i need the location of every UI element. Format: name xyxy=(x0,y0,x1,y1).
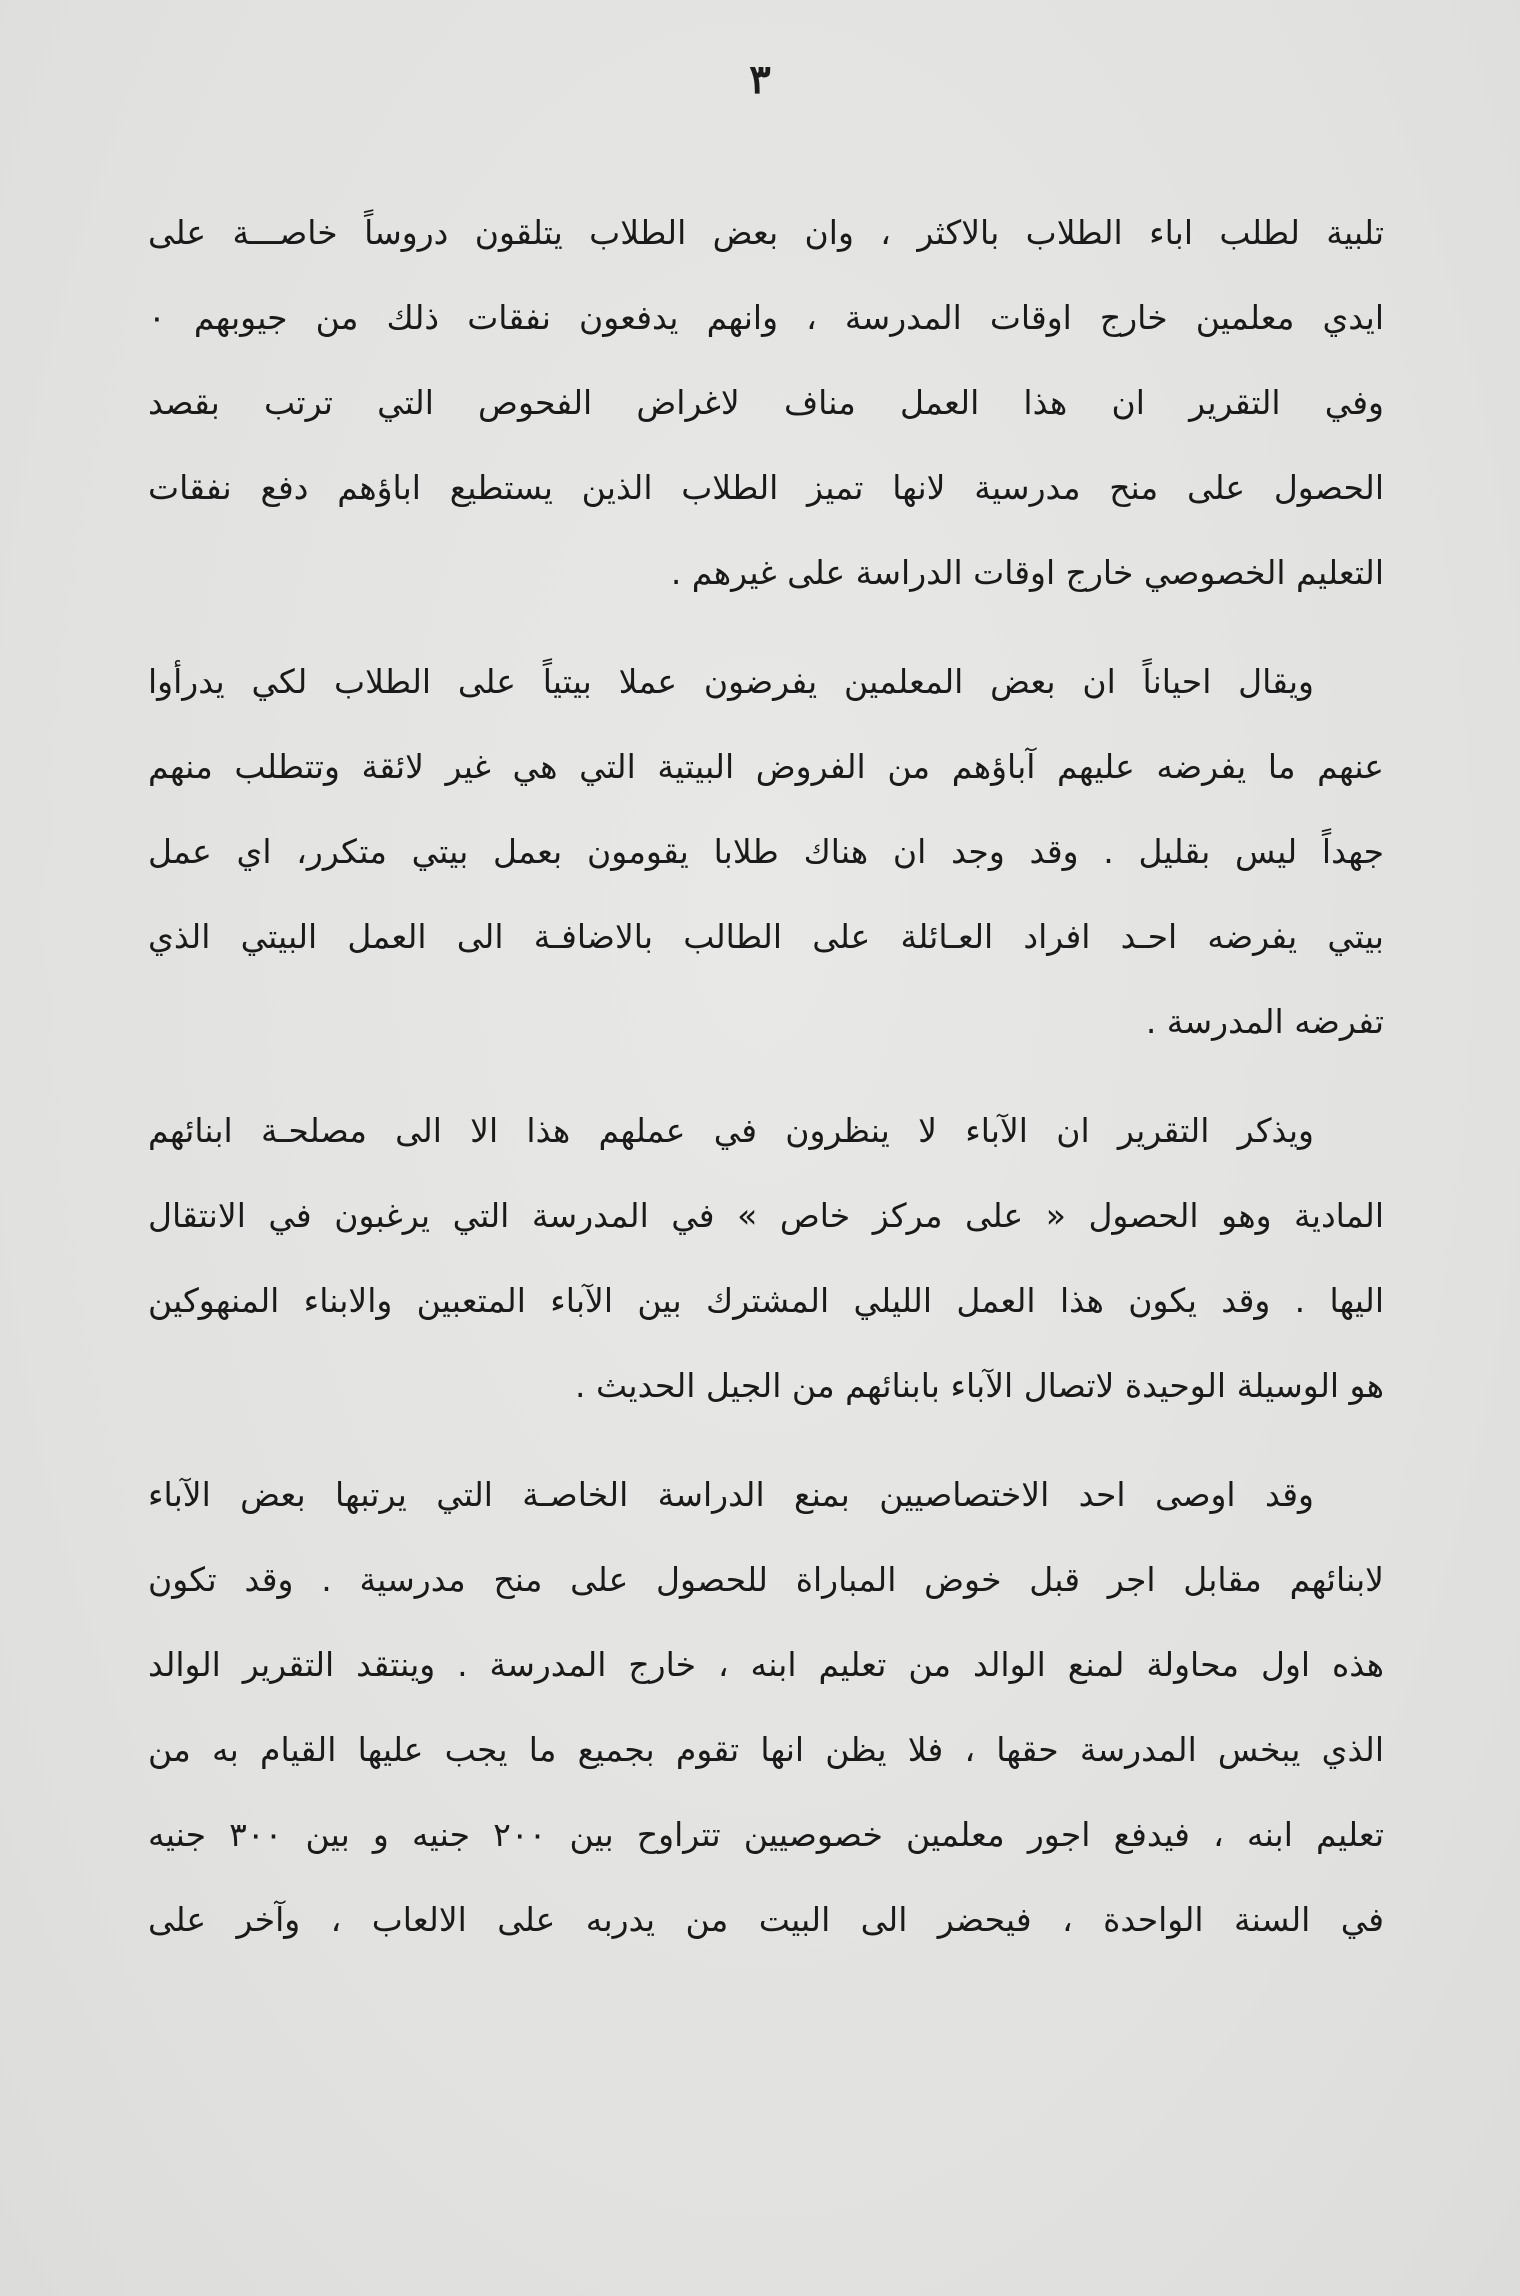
paragraph-spacer xyxy=(148,615,1384,639)
text-line: تلبية لطلب اباء الطلاب بالاكثر ، وان بعض الطلاب يتلقون دروساً خاصـــة على xyxy=(148,213,1384,252)
text-line: اليها . وقد يكون هذا العمل الليلي المشترك بين الآباء المتعبين والابناء المنهوكين xyxy=(148,1281,1384,1320)
text-line: هذه اول محاولة لمنع الوالد من تعليم ابنه ، خارج المدرسة . وينتقد التقرير الوالد xyxy=(148,1645,1384,1684)
text-line: وقد اوصى احد الاختصاصيين بمنع الدراسة الخاصـة التي يرتبها بعض الآباء xyxy=(148,1475,1314,1514)
text-line: جهداً ليس بقليل . وقد وجد ان هناك طلابا يقومون بعمل بيتي متكرر، اي عمل xyxy=(148,832,1384,871)
paragraph-4 xyxy=(148,1452,1384,1962)
text-line: التعليم الخصوصي خارج اوقات الدراسة على غيرهم . xyxy=(670,553,1384,592)
text-line: هو الوسيلة الوحيدة لاتصال الآباء بابنائهم من الجيل الحديث . xyxy=(575,1366,1384,1405)
text-line: تعليم ابنه ، فيدفع اجور معلمين خصوصيين تتراوح بين ٢٠٠ جنيه و بين ٣٠٠ جنيه xyxy=(148,1815,1384,1854)
page-number: ٣ xyxy=(749,56,771,103)
text-line: بيتي يفرضه احـد افراد العـائلة على الطالب بالاضافـة الى العمل البيتي الذي xyxy=(148,917,1384,956)
body-text xyxy=(148,190,1384,1962)
text-line: في السنة الواحدة ، فيحضر الى البيت من يدربه على الالعاب ، وآخر على xyxy=(148,1900,1384,1939)
paragraph-3 xyxy=(148,1088,1384,1428)
text-line: ويذكر التقرير ان الآباء لا ينظرون في عملهم هذا الا الى مصلحـة ابنائهم xyxy=(148,1111,1314,1150)
text-line: عنهم ما يفرضه عليهم آباؤهم من الفروض البيتية التي هي غير لائقة وتتطلب منهم xyxy=(148,747,1384,786)
text-line: ايدي معلمين خارج اوقات المدرسة ، وانهم يدفعون نفقات ذلك من جيوبهم ٠ xyxy=(148,298,1384,337)
paragraph-spacer xyxy=(148,1428,1384,1452)
text-line: الحصول على منح مدرسية لانها تميز الطلاب الذين يستطيع اباؤهم دفع نفقات xyxy=(148,468,1384,507)
text-line: الذي يبخس المدرسة حقها ، فلا يظن انها تقوم بجميع ما يجب عليها القيام به من xyxy=(148,1730,1384,1769)
text-line: ويقال احياناً ان بعض المعلمين يفرضون عملا بيتياً على الطلاب لكي يدرأوا xyxy=(148,662,1314,701)
text-line: وفي التقرير ان هذا العمل مناف لاغراض الفحوص التي ترتب بقصد xyxy=(148,383,1384,422)
text-line: المادية وهو الحصول « على مركز خاص » في المدرسة التي يرغبون في الانتقال xyxy=(148,1196,1384,1235)
text-line: لابنائهم مقابل اجر قبل خوض المباراة للحصول على منح مدرسية . وقد تكون xyxy=(148,1560,1384,1599)
paragraph-spacer xyxy=(148,1064,1384,1088)
paragraph-2 xyxy=(148,639,1384,1064)
text-line: تفرضه المدرسة . xyxy=(1145,1002,1384,1041)
paragraph-1 xyxy=(148,190,1384,615)
